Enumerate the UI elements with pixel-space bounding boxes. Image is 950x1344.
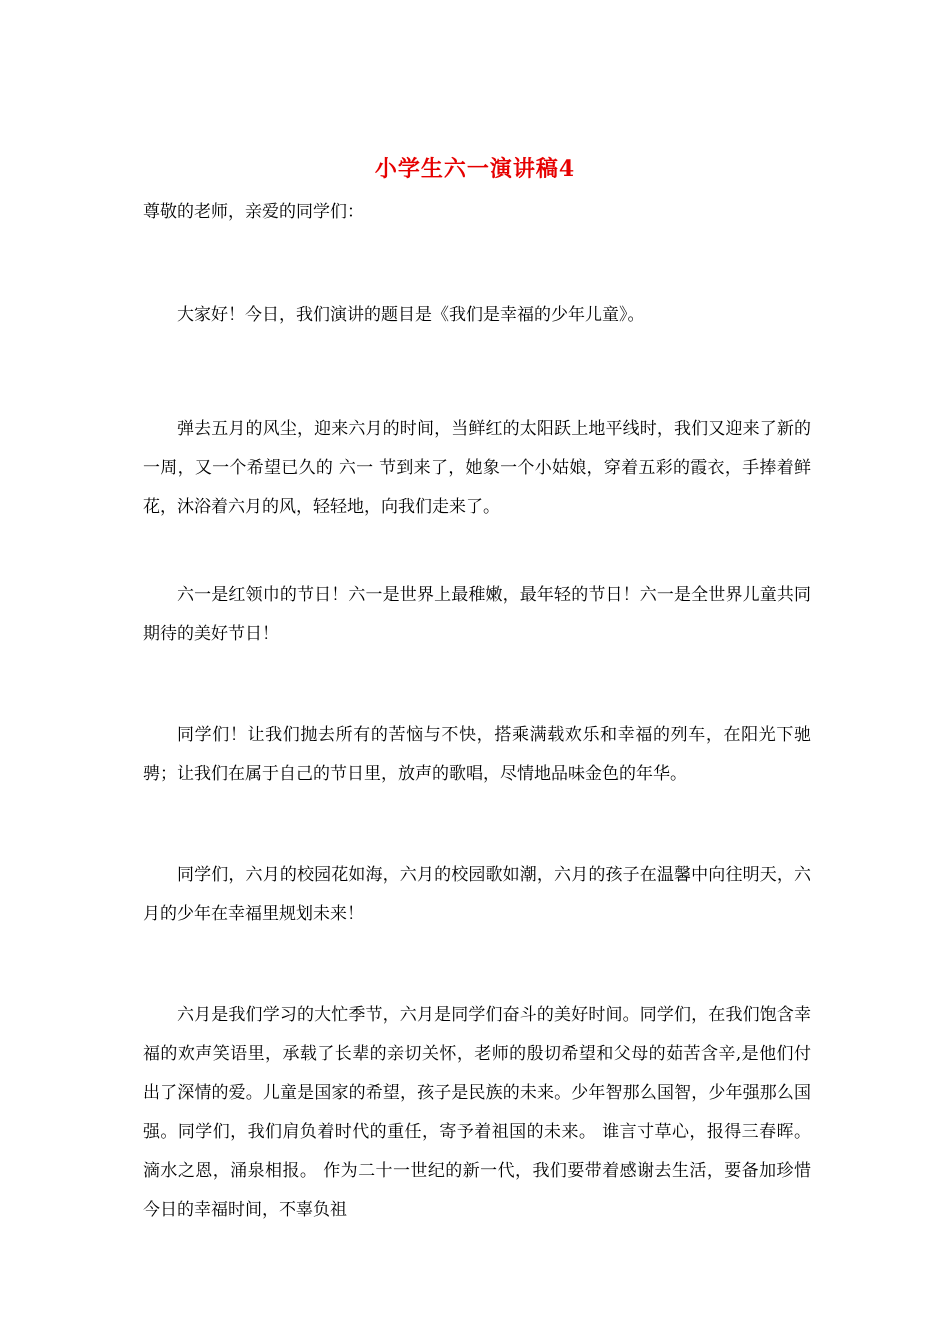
- paragraph-childrens-day: 六一是红领巾的节日！六一是世界上最稚嫩，最年轻的节日！六一是全世界儿童共同期待的美好节日！: [143, 585, 811, 644]
- document-title: 小学生六一演讲稿4: [374, 156, 576, 182]
- paragraph-classmates-joy: 同学们！让我们抛去所有的苦恼与不快，搭乘满载欢乐和幸福的列车，在阳光下驰骋；让我们在属于自己的节日里，放声的歌唱，尽情地品味金色的年华。: [143, 725, 811, 784]
- paragraph-june-arrival: 弹去五月的风尘，迎来六月的时间，当鲜红的太阳跃上地平线时，我们又迎来了新的一周，又一个希望已久的 六一 节到来了，她象一个小姑娘，穿着五彩的霞衣，手捧着鲜花，沐浴着六月的风，轻轻地，向我们走来了。: [143, 419, 811, 517]
- salutation: 尊敬的老师，亲爱的同学们：: [143, 202, 364, 222]
- paragraph-june-campus: 同学们，六月的校园花如海，六月的校园歌如潮，六月的孩子在温馨中向往明天，六月的少年在幸福里规划未来！: [143, 865, 811, 924]
- paragraph-june-study: 六月是我们学习的大忙季节，六月是同学们奋斗的美好时间。同学们，在我们饱含幸福的欢声笑语里，承载了长辈的亲切关怀，老师的殷切希望和父母的茹苦含辛,是他们付出了深情的爱。儿童是国家的希望，孩子是民族的未来。少年智那么国智，少年强那么国强。同学们，我们肩负着时代的重任，寄予着祖国的未来。 谁言寸草心，报得三春晖。 滴水之恩，涌泉相报。 作为二十一世纪的新一代，我们要带着感谢去生活，要备加珍惜今日的幸福时间，不辜负祖: [143, 1005, 811, 1220]
- paragraph-greeting: 大家好！今日，我们演讲的题目是《我们是幸福的少年儿童》。: [177, 305, 645, 325]
